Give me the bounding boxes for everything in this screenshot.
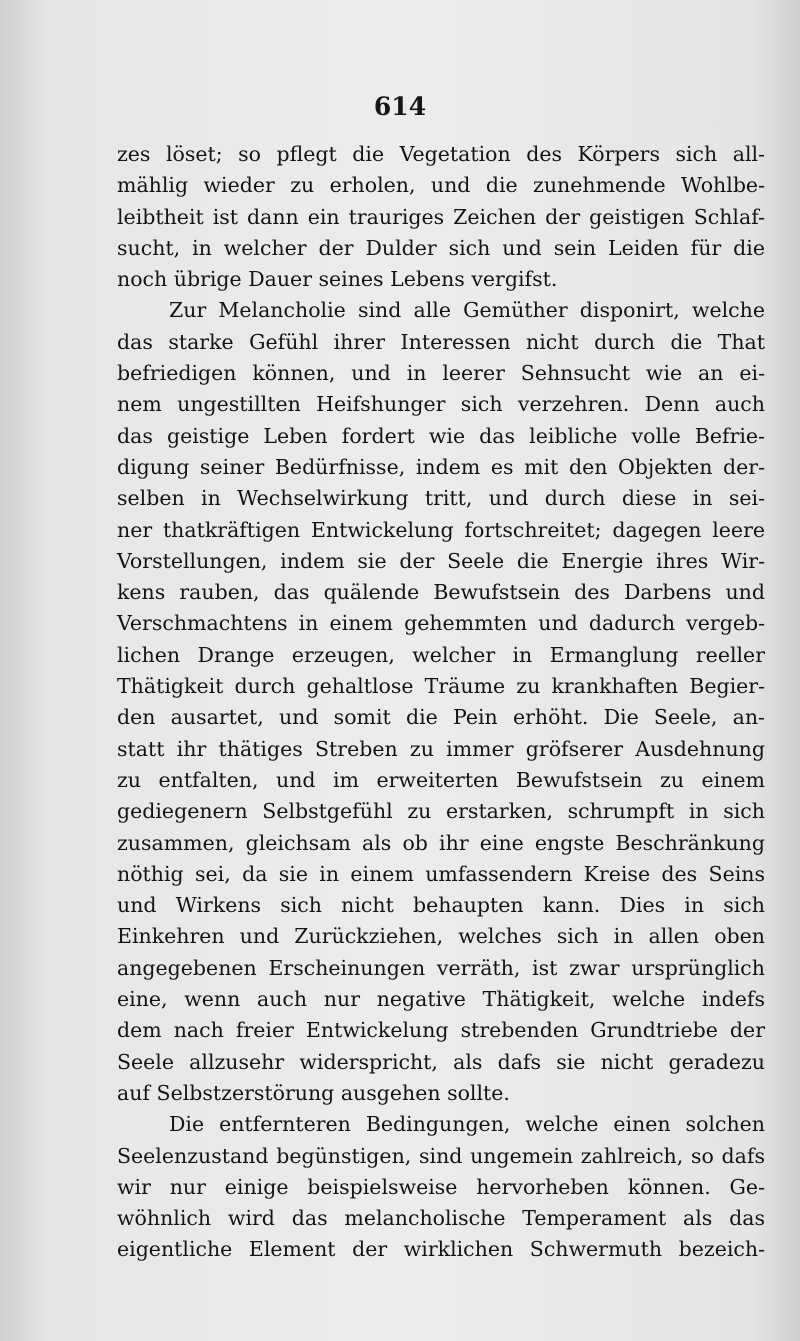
text-line: wir nur einige beispielsweise hervorheben können. Ge-	[117, 1174, 765, 1199]
text-line: Verschmachtens in einem gehemmten und dadurch vergeb-	[117, 611, 765, 636]
text-line: Vorstellungen, indem sie der Seele die Energie ihres Wir-	[117, 548, 765, 573]
text-line: nem ungestillten Heifshunger sich verzehren. Denn auch	[117, 392, 765, 417]
text-line: Thätigkeit durch gehaltlose Träume zu krankhaften Begier-	[117, 674, 765, 699]
text-line: wöhnlich wird das melancholische Temperament als das	[117, 1206, 765, 1231]
text-line: angegebenen Erscheinungen verräth, ist zwar ursprünglich	[117, 955, 765, 980]
text-line: ner thatkräftigen Entwickelung fortschreitet; dagegen leere	[117, 517, 765, 542]
text-line: zusammen, gleichsam als ob ihr eine engste Beschränkung	[117, 830, 765, 855]
text-line: das geistige Leben fordert wie das leibliche volle Befrie-	[117, 423, 765, 448]
text-line: lichen Drange erzeugen, welcher in Ermanglung reeller	[117, 642, 765, 667]
body-text	[117, 139, 765, 1266]
text-line: zes löset; so pflegt die Vegetation des Körpers sich all-	[117, 142, 765, 166]
text-line: digung seiner Bedürfnisse, indem es mit den Objekten der-	[117, 454, 765, 479]
text-line: leibtheit ist dann ein trauriges Zeichen der geistigen Schlaf-	[117, 204, 765, 229]
text-line: auf Selbstzerstörung ausgehen sollte.	[117, 1080, 510, 1105]
text-line: zu entfalten, und im erweiterten Bewufstsein zu einem	[117, 767, 765, 792]
page-number: 614	[373, 92, 427, 121]
text-line: Seele allzusehr widerspricht, als dafs sie nicht geradezu	[117, 1049, 765, 1074]
text-line: Seelenzustand begünstigen, sind ungemein zahlreich, so dafs	[117, 1143, 765, 1168]
text-line: Zur Melancholie sind alle Gemüther disponirt, welche	[169, 298, 765, 323]
text-line: und Wirkens sich nicht behaupten kann. Dies in sich	[117, 893, 765, 918]
text-line: sucht, in welcher der Dulder sich und sein Leiden für die	[117, 235, 765, 260]
text-line: befriedigen können, und in leerer Sehnsucht wie an ei-	[117, 361, 765, 386]
text-line: den ausartet, und somit die Pein erhöht. Die Seele, an-	[117, 705, 765, 730]
text-line: Die entfernteren Bedingungen, welche einen solchen	[169, 1112, 765, 1137]
text-line: das starke Gefühl ihrer Interessen nicht durch die That	[117, 329, 765, 354]
text-line: gediegenern Selbstgefühl zu erstarken, schrumpft in sich	[117, 799, 765, 824]
text-line: noch übrige Dauer seines Lebens vergifst.	[117, 267, 558, 292]
text-line: statt ihr thätiges Streben zu immer gröfserer Ausdehnung	[117, 736, 765, 761]
text-line: Einkehren und Zurückziehen, welches sich in allen oben	[117, 924, 765, 949]
text-line: mählig wieder zu erholen, und die zunehmende Wohlbe-	[117, 173, 765, 198]
text-line: eigentliche Element der wirklichen Schwermuth bezeich-	[117, 1237, 765, 1262]
text-line: nöthig sei, da sie in einem umfassendern Kreise des Seins	[117, 861, 765, 886]
text-line: kens rauben, das quälende Bewufstsein des Darbens und	[117, 580, 765, 605]
text-line: eine, wenn auch nur negative Thätigkeit, welche indefs	[117, 987, 765, 1012]
text-line: dem nach freier Entwickelung strebenden Grundtriebe der	[117, 1018, 765, 1043]
text-line: selben in Wechselwirkung tritt, und durch diese in sei-	[117, 486, 765, 511]
